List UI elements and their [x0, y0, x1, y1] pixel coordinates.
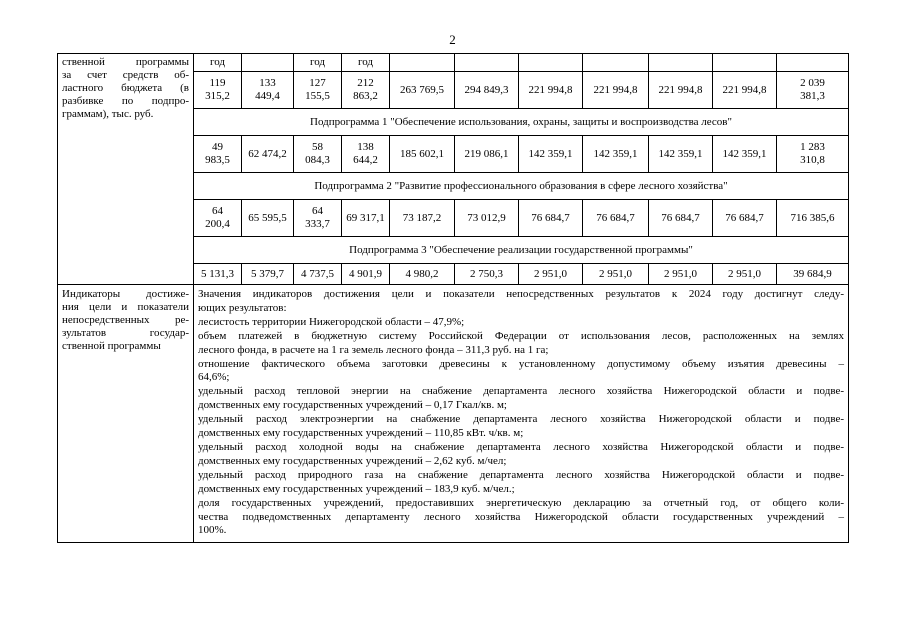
- value-part: 138: [357, 141, 374, 153]
- subprogram-3-title: Подпрограмма 3 "Обеспечение реализации государственной программы": [194, 237, 849, 264]
- value-part: 221 994,8: [528, 83, 573, 96]
- value-part: 4 901,9: [349, 267, 382, 280]
- indicators-label-line: непосредственных ре-: [62, 314, 189, 326]
- value-part: 119: [209, 77, 226, 89]
- header-cell: [713, 54, 777, 72]
- value-part: 73 012,9: [467, 211, 506, 224]
- value-part: 155,5: [305, 90, 330, 102]
- value-cell: [455, 136, 519, 173]
- value-part: 73 187,2: [402, 211, 442, 224]
- value-cell: [519, 136, 583, 173]
- value-part: 127: [309, 77, 326, 89]
- value-part: 310,8: [800, 154, 825, 166]
- indicator-line: домственных ему государственных учреждений – 0,17 Гкал/кв. м;: [198, 399, 507, 412]
- indicator-line: Значения индикаторов достижения цели и показатели непосредственных результатов к 2024 году достигнут следу-: [198, 288, 844, 300]
- value-part: 1 283: [800, 141, 825, 153]
- value-part: 76 684,7: [661, 211, 700, 224]
- text-line: разбивке по подпро-: [62, 95, 189, 107]
- value-cell: [777, 200, 849, 237]
- value-part: 62 474,2: [248, 147, 287, 160]
- value-part: 221 994,8: [593, 83, 638, 96]
- value-cell: [294, 72, 342, 109]
- value-cell: [583, 264, 649, 285]
- value-part: 64: [212, 205, 223, 217]
- indicator-line: домственных ему государственных учреждений – 2,62 куб. м/чел;: [198, 454, 507, 467]
- value-part: 983,5: [205, 154, 230, 166]
- value-part: 5 379,7: [251, 267, 284, 280]
- value-cell: [713, 264, 777, 285]
- header-cell: [242, 54, 294, 72]
- value-part: 2 951,0: [728, 267, 761, 280]
- value-cell: [777, 136, 849, 173]
- indicator-line: 100%.: [198, 524, 227, 537]
- value-cell: [342, 200, 390, 237]
- value-part: 333,7: [305, 218, 330, 230]
- header-cell: год: [342, 54, 390, 72]
- value-cell: [455, 200, 519, 237]
- value-cell: [342, 136, 390, 173]
- value-cell: [583, 200, 649, 237]
- value-part: 2 951,0: [599, 267, 632, 280]
- value-part: 084,3: [305, 154, 330, 166]
- header-cell: год: [194, 54, 242, 72]
- header-cell: [455, 54, 519, 72]
- value-cell: [713, 200, 777, 237]
- value-part: 76 684,7: [725, 211, 764, 224]
- value-cell: [649, 264, 713, 285]
- value-part: 142 359,1: [528, 147, 573, 160]
- header-cell: [583, 54, 649, 72]
- indicators-row: [58, 285, 849, 543]
- header-cell: [390, 54, 455, 72]
- value-part: 5 131,3: [201, 267, 234, 280]
- value-part: 4 980,2: [405, 267, 439, 280]
- value-cell: [519, 200, 583, 237]
- indicators-label-line: зультатов государ-: [62, 327, 189, 339]
- value-part: 133: [259, 77, 276, 89]
- value-cell: [194, 136, 242, 173]
- value-part: 221 994,8: [722, 83, 767, 96]
- value-cell: [649, 72, 713, 109]
- subprogram-1-title: Подпрограмма 1 "Обеспечение использования, охраны, защиты и воспроизводства лесов": [194, 109, 849, 136]
- header-cell: год: [294, 54, 342, 72]
- value-cell: [242, 136, 294, 173]
- value-part: 2 039: [800, 77, 825, 89]
- value-cell: [194, 200, 242, 237]
- value-cell: [342, 72, 390, 109]
- value-part: 69 317,1: [346, 211, 385, 224]
- value-cell: [342, 264, 390, 285]
- indicator-line: удельный расход природного газа на снабжение департамента лесного хозяйства Нижегородской области и подве-: [198, 468, 844, 481]
- indicator-line: ющих результатов:: [198, 301, 287, 314]
- value-part: 39 684,9: [793, 267, 832, 280]
- value-part: 2 951,0: [664, 267, 697, 280]
- value-cell: [713, 136, 777, 173]
- indicators-label-line: Индикаторы достиже-: [62, 288, 189, 300]
- indicator-line: удельный расход холодной воды на снабжение департамента лесного хозяйства Нижегородской области и подве-: [198, 440, 844, 453]
- value-part: 212: [357, 77, 374, 89]
- header-cell: [519, 54, 583, 72]
- value-part: 49: [212, 141, 223, 153]
- value-cell: [777, 72, 849, 109]
- indicator-line: 64,6%;: [198, 371, 230, 384]
- value-cell: [242, 264, 294, 285]
- indicator-line: отношение фактического объема заготовки древесины к установленному допустимому объему изъятия древесины –: [198, 357, 844, 370]
- indicator-line: удельный расход тепловой энергии на снабжение департамента лесного хозяйства Нижегородской области и подве-: [198, 385, 844, 398]
- value-cell: [390, 264, 455, 285]
- value-part: 76 684,7: [531, 211, 570, 224]
- value-part: 185 602,1: [400, 147, 444, 160]
- value-part: 294 849,3: [464, 83, 509, 96]
- value-part: 64: [312, 205, 323, 217]
- indicator-line: объем платежей в бюджетную систему Российской Федерации от использования лесов, расположенных на землях: [198, 329, 844, 342]
- value-cell: [455, 264, 519, 285]
- value-part: 644,2: [353, 154, 378, 166]
- indicators-label-cell: [58, 285, 194, 543]
- value-part: 716 385,6: [790, 211, 835, 224]
- subprogram-2-title: Подпрограмма 2 "Развитие профессионального образования в сфере лесного хозяйства": [194, 173, 849, 200]
- text-line: ственной программы: [62, 56, 189, 68]
- value-part: 263 769,5: [400, 83, 444, 96]
- value-cell: [294, 264, 342, 285]
- value-cell: [649, 136, 713, 173]
- indicator-line: доля государственных учреждений, предоставивших энергетическую декларацию за отчетный год, от общего коли-: [198, 496, 844, 509]
- indicator-line: домственных ему государственных учреждений – 110,85 кВт. ч/кв. м;: [198, 427, 524, 440]
- value-part: 2 750,3: [470, 267, 503, 280]
- value-cell: [649, 200, 713, 237]
- budget-table: [57, 53, 849, 543]
- text-line: граммам), тыс. руб.: [62, 108, 154, 120]
- value-cell: [583, 136, 649, 173]
- value-cell: [390, 72, 455, 109]
- indicator-line: домственных ему государственных учреждений – 183,9 куб. м/чел.;: [198, 482, 515, 495]
- value-cell: [583, 72, 649, 109]
- value-cell: [777, 264, 849, 285]
- indicator-line: чества подведомственных департаменту лесного хозяйства Нижегородской области государственных учреждений –: [198, 510, 844, 523]
- value-cell: [390, 136, 455, 173]
- header-row: [58, 54, 849, 72]
- value-cell: [713, 72, 777, 109]
- value-part: 142 359,1: [593, 147, 638, 160]
- value-part: 219 086,1: [464, 147, 509, 160]
- value-part: 142 359,1: [722, 147, 767, 160]
- value-part: 381,3: [800, 90, 825, 102]
- value-cell: [194, 264, 242, 285]
- value-cell: [242, 72, 294, 109]
- indicators-cell: [194, 285, 849, 543]
- value-part: 863,2: [353, 90, 378, 102]
- value-part: 2 951,0: [534, 267, 567, 280]
- value-cell: [294, 136, 342, 173]
- page-number: 2: [449, 32, 456, 47]
- value-cell: [390, 200, 455, 237]
- value-part: 76 684,7: [596, 211, 635, 224]
- indicators-label-line: ния цели и показатели: [62, 301, 189, 313]
- value-part: 315,2: [205, 90, 230, 102]
- indicator-line: лесистость территории Нижегородской области – 47,9%;: [198, 315, 465, 328]
- indicator-line: удельный расход электроэнергии на снабжение департамента лесного хозяйства Нижегородской области и подве-: [198, 413, 844, 426]
- indicators-label-line: ственной программы: [62, 340, 161, 352]
- header-cell: [777, 54, 849, 72]
- value-part: 221 994,8: [658, 83, 703, 96]
- value-cell: [194, 72, 242, 109]
- value-part: 449,4: [255, 90, 280, 102]
- value-cell: [519, 264, 583, 285]
- value-cell: [294, 200, 342, 237]
- table-body: [58, 54, 849, 543]
- value-part: 65 595,5: [248, 211, 287, 224]
- funding-label-cell: [58, 54, 194, 285]
- value-cell: [519, 72, 583, 109]
- value-part: 142 359,1: [658, 147, 703, 160]
- value-part: 4 737,5: [301, 267, 334, 280]
- header-cell: [649, 54, 713, 72]
- value-part: 58: [312, 141, 323, 153]
- indicator-line: лесного фонда, в расчете на 1 га земель лесного фонда – 311,3 руб. на 1 га;: [198, 343, 549, 356]
- value-part: 200,4: [205, 218, 230, 230]
- text-line: за счет средств об-: [62, 69, 189, 81]
- text-line: ластного бюджета (в: [62, 82, 189, 94]
- value-cell: [242, 200, 294, 237]
- value-cell: [455, 72, 519, 109]
